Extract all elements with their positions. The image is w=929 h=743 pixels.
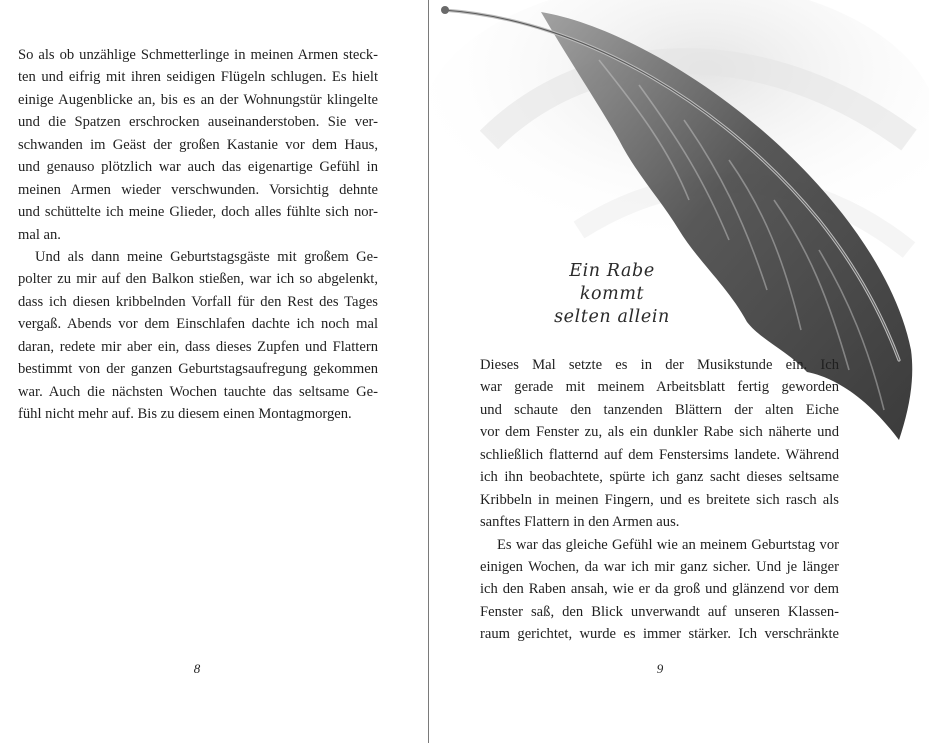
text-line: dass ich diesen kribbelnden Vorfall für den Rest des Tages xyxy=(18,293,378,310)
text-line: und schüttelte ich meine Glieder, doch alles fühlte sich nor- xyxy=(18,204,378,221)
text-line: meinen Armen wieder verschwunden. Vorsichtig dehnte xyxy=(18,181,378,198)
text-line: einige Augenblicke an, bis es an der Wohnungstür klingelte xyxy=(18,91,378,108)
text-line: daran, redete mir aber ein, dass dieses Zupfen und Flattern xyxy=(18,338,378,355)
text-line: war gerade mit meinem Arbeitsblatt fertig geworden xyxy=(480,379,839,396)
text-line: So als ob unzählige Schmetterlinge in meinen Armen steck- xyxy=(18,47,378,63)
left-page xyxy=(0,0,428,743)
text-line: Es war das gleiche Gefühl wie an meinem Geburtstag vor xyxy=(497,536,839,553)
text-line: polter zu mir auf den Balkon stießen, war ich so abgelenkt, xyxy=(18,271,378,288)
right-page xyxy=(429,0,929,743)
text-line: Dieses Mal setzte es in der Musikstunde ein. Ich xyxy=(480,357,839,373)
text-line: schwanden im Geäst der großen Kastanie vor dem Haus, xyxy=(18,136,378,153)
text-line: und schaute den tanzenden Blättern der alten Eiche xyxy=(480,401,839,418)
text-line: vergaß. Abends vor dem Einschlafen dachte ich noch mal xyxy=(18,316,378,333)
text-line: Kribbeln in meinen Fingern, und es breitete sich rasch als xyxy=(480,491,839,508)
page-number: 8 xyxy=(193,661,201,676)
text-line: ten und eifrig mit ihren seidigen Flügeln schlugen. Es hielt xyxy=(18,69,378,86)
page-number: 9 xyxy=(656,661,664,676)
chapter-title-line: selten allein xyxy=(554,307,670,327)
right-page-text xyxy=(480,354,839,646)
text-line: ich den Raben ansah, wie er da groß und glänzend vor dem xyxy=(480,581,839,598)
chapter-title-line: Ein Rabe kommt xyxy=(569,261,655,304)
text-line: bestimmt von der ganzen Geburtstagsaufregung gekommen xyxy=(18,361,378,378)
text-line: sanftes Flattern in den Armen aus. xyxy=(480,514,680,531)
left-page-text xyxy=(18,44,378,425)
text-line: und die Spatzen erschrocken auseinanderstoben. Sie ver- xyxy=(18,114,378,131)
text-line: raum gerichtet, wurde es immer stärker. Ich verschränkte xyxy=(480,626,839,643)
text-line: einigen Wochen, da war ich mir ganz sicher. Und je länger xyxy=(480,558,839,575)
text-line: mal an. xyxy=(18,226,61,243)
text-line: Und als dann meine Geburtstagsgäste mit großem Ge- xyxy=(35,248,378,265)
text-line: ich ihn beobachtete, spürte ich ganz sacht dieses seltsame xyxy=(480,469,839,486)
text-line: fühl nicht mehr auf. Bis zu diesem einen Montagmorgen. xyxy=(18,406,352,422)
chapter-title xyxy=(537,260,687,329)
text-line: schließlich flatternd auf dem Fenstersims landete. Während xyxy=(480,446,839,463)
text-line: Fenster saß, den Blick unverwandt auf unseren Klassen- xyxy=(480,603,839,620)
text-line: vor dem Fenster zu, als ein dunkler Rabe sich näherte und xyxy=(480,424,839,441)
text-line: und genauso plötzlich war auch das eigenartige Gefühl in xyxy=(18,159,378,176)
text-line: war. Auch die nächsten Wochen tauchte das seltsame Ge- xyxy=(18,383,378,400)
